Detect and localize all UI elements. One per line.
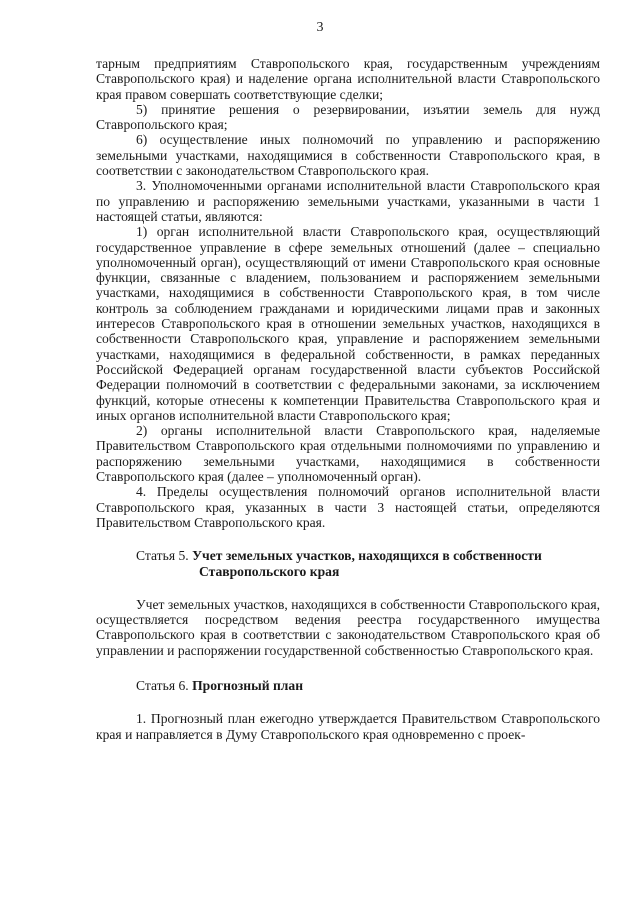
article-5-body: Учет земельных участков, находящихся в собственности Ставропольского края, осуществляется посредством ведения реестра государственного имущества Ставропольского края в соответствии с законодательством Ставропольского края об управлении и распоряжении государственной собственностью Ставропольского края. [96, 596, 600, 658]
paragraph-part-3: 3. Уполномоченными органами исполнительной власти Ставропольского края по управлению и распоряжению земельными участками, указанными в части 1 настоящей статьи, являются: [96, 178, 600, 224]
article-6-title: Прогнозный план [192, 677, 304, 693]
paragraph-item-5: 5) принятие решения о резервировании, изъятии земель для нужд Ставропольского края; [96, 101, 600, 133]
document-body [96, 56, 600, 742]
article-5-title-line1: Учет земельных участков, находящихся в собственности [192, 548, 542, 564]
page-number: 3 [316, 20, 324, 35]
article-6-body: 1. Прогнозный план ежегодно утверждается Правительством Ставропольского края и направляется в Думу Ставропольского края одновременно с проек- [96, 711, 600, 742]
article-6-label: Статья 6. [136, 677, 189, 693]
paragraph-part-3-item-2: 2) органы исполнительной власти Ставропольского края, наделяемые Правительством Ставропольского края отдельными полномочиями по управлению и распоряжению земельными участками, находящимися в собственности Ставропольского края (далее – уполномоченный орган). [96, 423, 600, 485]
article-5-title-line2: Ставропольского края [199, 563, 340, 579]
article-5-heading [96, 548, 600, 579]
paragraph-continuation: тарным предприятиям Ставропольского края, государственным учреждениям Ставропольского края) и наделение органа исполнительной власти Ставропольского края правом совершать соответствующие сделки; [96, 56, 600, 102]
article-6-heading [96, 678, 600, 693]
paragraph-part-3-item-1: 1) орган исполнительной власти Ставропольского края, осуществляющий государственное управление в сфере земельных отношений (далее – специально уполномоченный орган), осуществляющий от имени Ставропольского края основные функции, связанные с владением, пользованием и распоряжением земельными участками, находящимися в собственности Ставропольского края, в том числе контроль за соблюдением гражданами и юридическими лицами прав и законных интересов Ставропольского края в отношении земельных участков, находящихся в собственности Ставропольского края, управление и распоряжением земельными участками, находящимися в федеральной собственности, в рамках переданных Российской Федерацией органам государственной власти субъектов Российской Федерации полномочий в соответствии с федеральными законами, за исключением функций, которые отнесены к компетенции Правительства Ставропольского края и иных органов исполнительной власти Ставропольского края; [96, 224, 600, 423]
article-5-label: Статья 5. [136, 548, 189, 564]
paragraph-item-6: 6) осуществление иных полномочий по управлению и распоряжению земельными участками, находящимися в собственности Ставропольского края, в соответствии с законодательством Ставропольского края. [96, 132, 600, 179]
paragraph-part-4: 4. Пределы осуществления полномочий органов исполнительной власти Ставропольского края, указанных в части 3 настоящей статьи, определяются Правительством Ставропольского края. [96, 484, 600, 530]
